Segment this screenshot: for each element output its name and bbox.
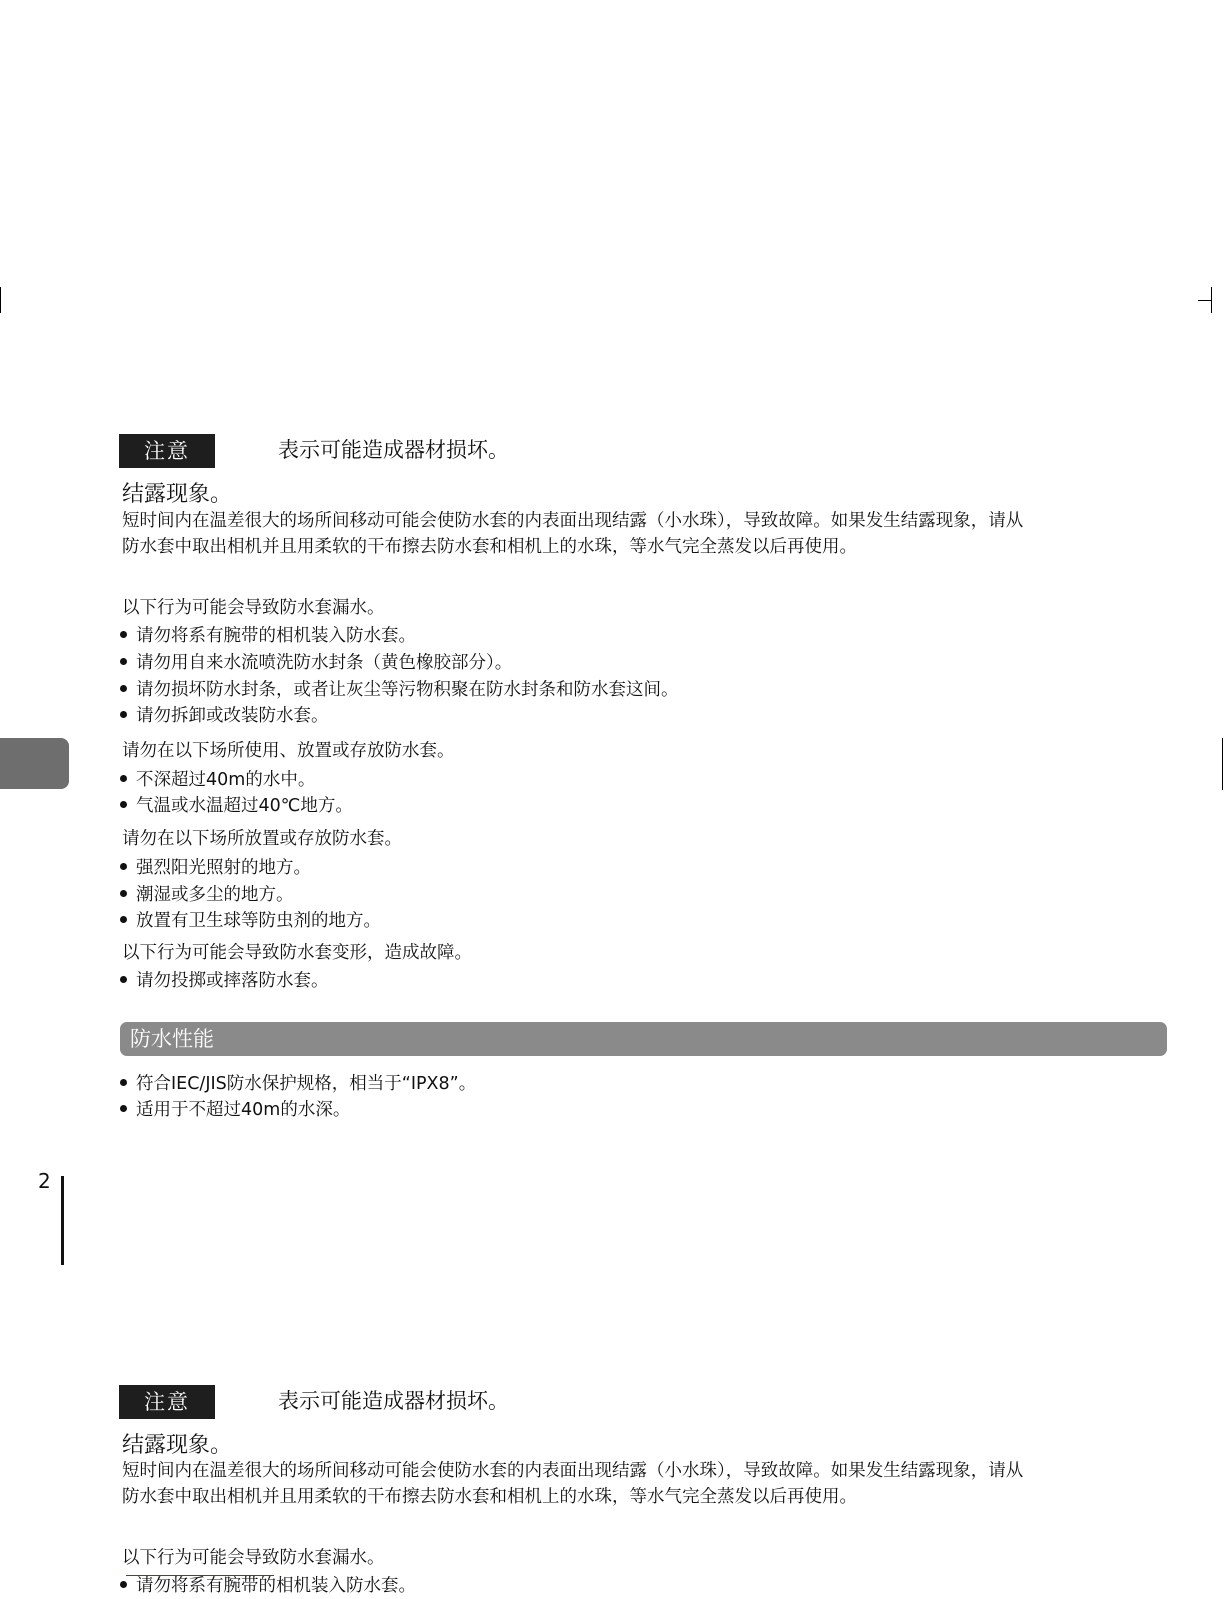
list-item <box>120 767 315 793</box>
bullet-icon <box>120 685 127 692</box>
registration-mark-right <box>1222 738 1223 790</box>
list-item <box>120 882 294 908</box>
list-item <box>120 650 512 676</box>
list-item-text: 强烈阳光照射的地方。 <box>136 858 311 878</box>
caution-badge: 注意 <box>119 434 215 468</box>
list-item-text: 符合IEC/JIS防水保护规格，相当于“IPX8”。 <box>136 1074 477 1094</box>
page-number-rule <box>61 1176 64 1265</box>
list-item-text: 请勿拆卸或改装防水套。 <box>136 706 329 726</box>
list-item <box>120 1071 476 1097</box>
bullet-icon <box>120 863 127 870</box>
list-item-text: 请勿将系有腕带的相机装入防水套。 <box>136 626 416 646</box>
list-item-text: 请勿投掷或摔落防水套。 <box>136 971 329 991</box>
list-item <box>120 793 353 819</box>
list-item <box>120 855 311 881</box>
crop-mark-right-horizontal <box>1198 300 1212 301</box>
bullet-icon <box>120 1581 127 1588</box>
section-title-waterproof: 防水性能 <box>120 1022 1167 1056</box>
bullet-icon <box>120 711 127 718</box>
list-item-text: 适用于不超过40m的水深。 <box>136 1100 351 1120</box>
list-item-text: 请勿损坏防水封条，或者让灰尘等污物积聚在防水封条和防水套这间。 <box>136 680 679 700</box>
bullet-icon <box>120 1105 127 1112</box>
bullet-icon <box>120 916 127 923</box>
deform-intro: 以下行为可能会导致防水套变形，造成故障。 <box>122 943 472 963</box>
bullet-icon <box>120 976 127 983</box>
crop-mark-left <box>0 287 1 313</box>
caution-badge-repeat: 注意 <box>119 1385 215 1419</box>
list-item <box>120 1097 350 1123</box>
bullet-icon <box>120 775 127 782</box>
condensation-line: 防水套中取出相机并且用柔软的干布擦去防水套和相机上的水珠，等水气完全蒸发以后再使用。 <box>122 1487 857 1507</box>
list-item-text: 气温或水温超过40℃地方。 <box>136 796 353 816</box>
list-item-cut <box>120 1573 416 1599</box>
storage-intro: 请勿在以下场所放置或存放防水套。 <box>122 829 402 849</box>
list-item-text: 请勿将系有腕带的相机装入防水套。 <box>136 1576 416 1596</box>
list-item-text: 请勿用自来水流喷洗防水封条（黄色橡胶部分）。 <box>136 653 513 673</box>
list-item <box>120 623 416 649</box>
caution-description: 表示可能造成器材损坏。 <box>278 438 509 462</box>
condensation-line: 短时间内在温差很大的场所间移动可能会使防水套的内表面出现结露（小水珠），导致故障。如果发生结露现象，请从 <box>122 511 1024 531</box>
condensation-paragraph <box>122 508 1023 560</box>
condensation-line: 短时间内在温差很大的场所间移动可能会使防水套的内表面出现结露（小水珠），导致故障。如果发生结露现象，请从 <box>122 1461 1024 1481</box>
chapter-tab <box>0 738 69 789</box>
list-item <box>120 703 329 729</box>
highlight-mark <box>126 1575 274 1576</box>
bullet-icon <box>120 890 127 897</box>
caution-description-repeat: 表示可能造成器材损坏。 <box>278 1389 509 1413</box>
list-item <box>120 968 329 994</box>
list-item <box>120 908 381 934</box>
bullet-icon <box>120 1079 127 1086</box>
leak-intro: 以下行为可能会导致防水套漏水。 <box>122 598 385 618</box>
bullet-icon <box>120 658 127 665</box>
condensation-paragraph-repeat <box>122 1458 1023 1510</box>
list-item-text: 放置有卫生球等防虫剂的地方。 <box>136 911 381 931</box>
bullet-icon <box>120 631 127 638</box>
bullet-icon <box>120 801 127 808</box>
usage-intro: 请勿在以下场所使用、放置或存放防水套。 <box>122 741 455 761</box>
leak-intro-repeat: 以下行为可能会导致防水套漏水。 <box>122 1548 385 1568</box>
condensation-heading: 结露现象。 <box>122 482 233 507</box>
list-item-text: 不深超过40m的水中。 <box>136 770 316 790</box>
page-number: 2 <box>38 1169 51 1193</box>
condensation-heading-repeat: 结露现象。 <box>122 1433 233 1458</box>
list-item-text: 潮湿或多尘的地方。 <box>136 885 294 905</box>
condensation-line: 防水套中取出相机并且用柔软的干布擦去防水套和相机上的水珠，等水气完全蒸发以后再使用。 <box>122 537 857 557</box>
list-item <box>120 677 679 703</box>
